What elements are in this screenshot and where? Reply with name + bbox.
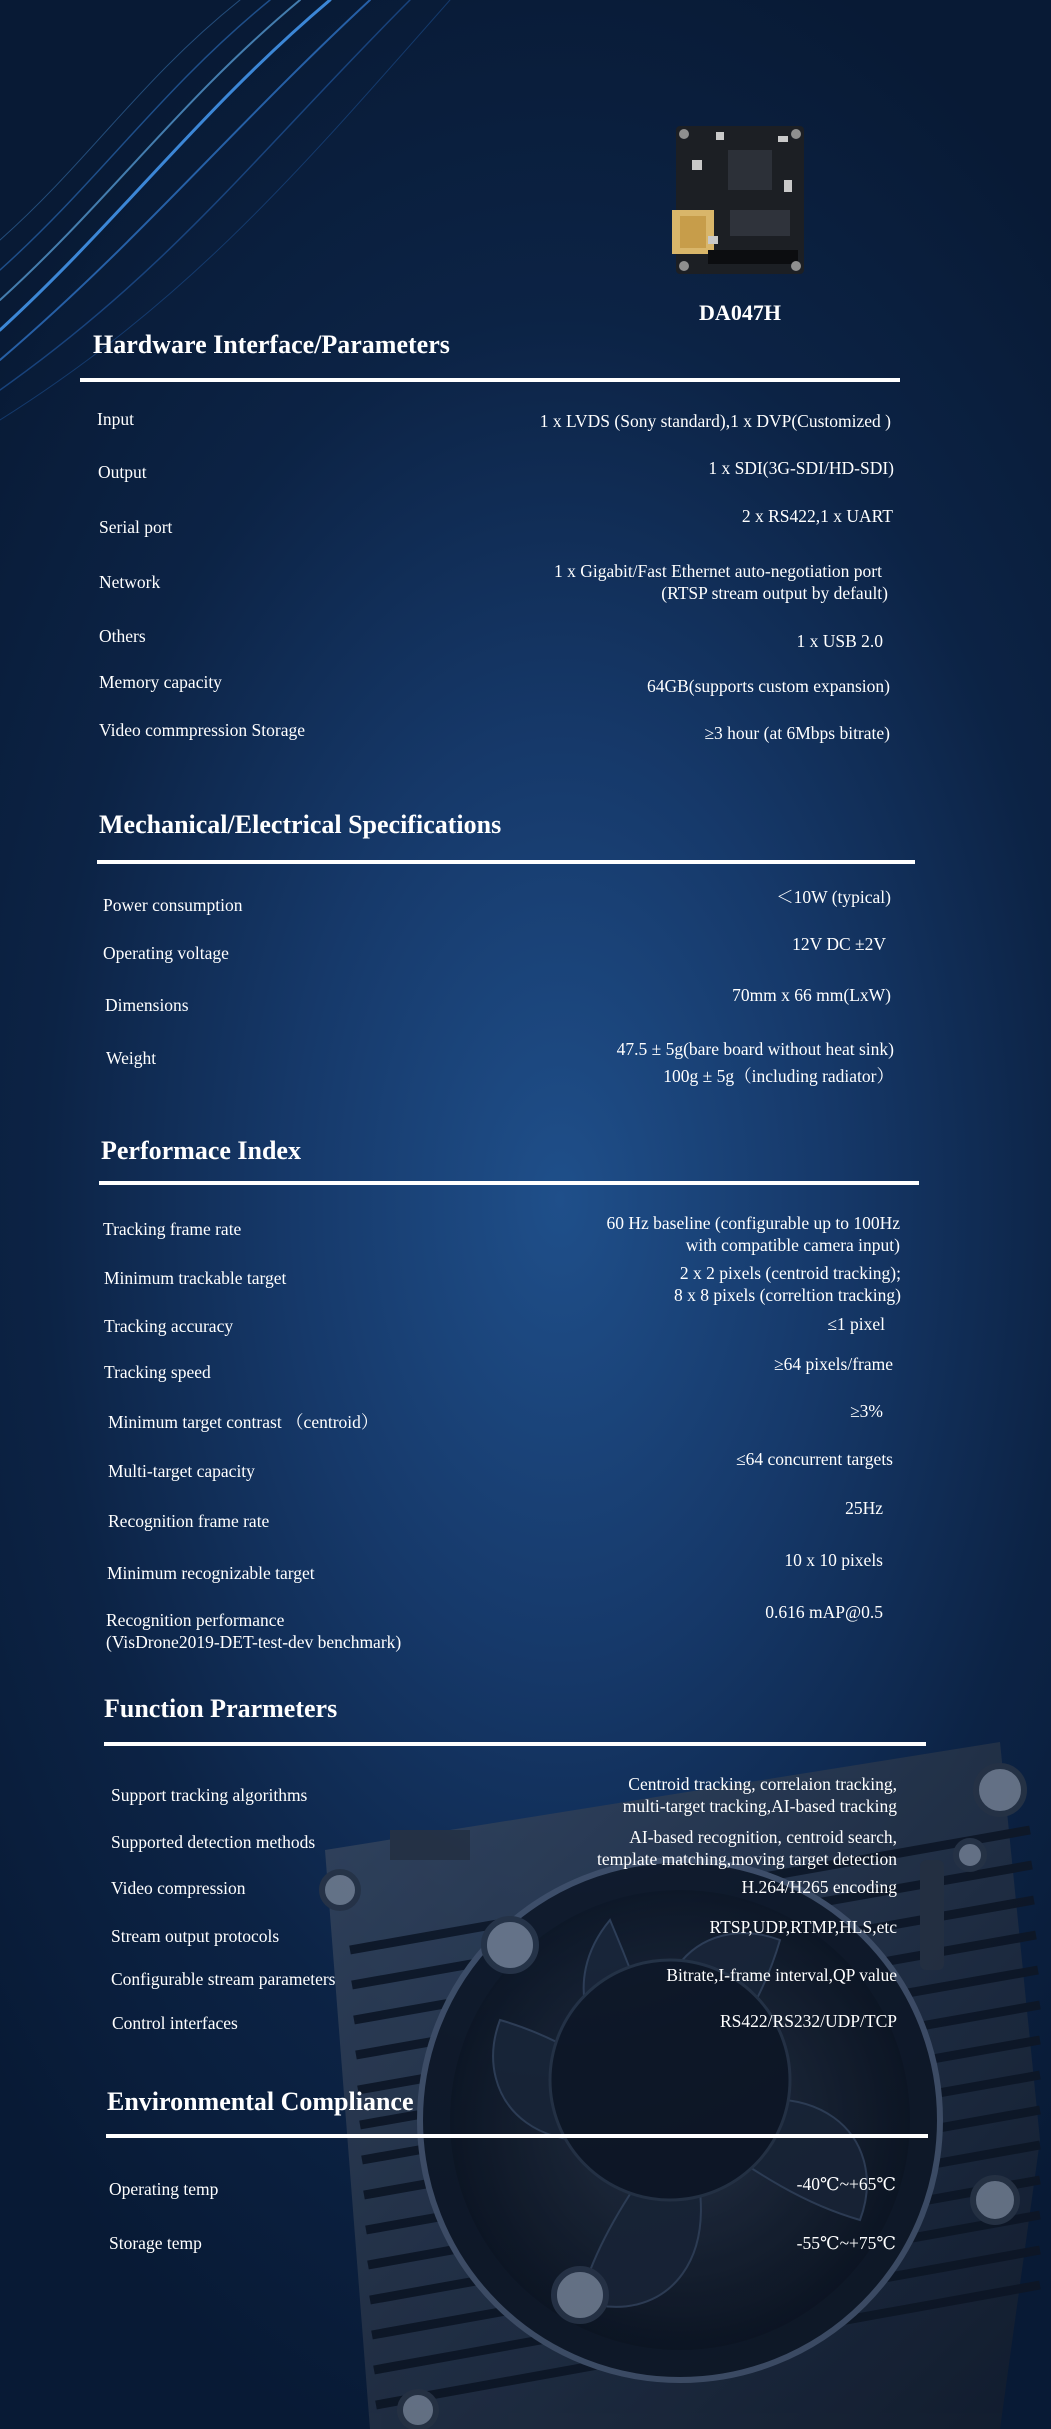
spec-value-line2: 8 x 8 pixels (correltion tracking) — [674, 1285, 901, 1305]
spec-label: Minimum target contrast （centroid） — [108, 1412, 379, 1432]
spec-label: Supported detection methods — [111, 1832, 316, 1852]
spec-value: 70mm x 66 mm(LxW) — [732, 985, 891, 1005]
spec-value-line2: with compatible camera input) — [685, 1235, 900, 1255]
spec-value: H.264/H265 encoding — [741, 1877, 897, 1897]
spec-label: Minimum trackable target — [104, 1268, 287, 1288]
section-divider-performance — [99, 1181, 919, 1185]
section-title-environment: Environmental Compliance — [107, 2087, 414, 2116]
spec-value: 0.616 mAP@0.5 — [765, 1602, 883, 1622]
spec-value: -40℃~+65℃ — [796, 2174, 896, 2194]
spec-value: ＜10W (typical) — [776, 887, 891, 907]
spec-label: Others — [99, 626, 146, 646]
spec-label: Network — [99, 572, 161, 592]
spec-label: Operating voltage — [103, 943, 229, 963]
spec-value: 64GB(supports custom expansion) — [646, 676, 890, 696]
spec-label: Weight — [106, 1048, 157, 1068]
spec-value: -55℃~+75℃ — [796, 2233, 896, 2253]
spec-label: Dimensions — [105, 995, 189, 1015]
spec-label: Minimum recognizable target — [107, 1563, 315, 1583]
spec-label: Storage temp — [109, 2233, 202, 2253]
spec-value: 47.5 ± 5g(bare board without heat sink) — [616, 1039, 894, 1059]
spec-value: 25Hz — [845, 1498, 883, 1518]
spec-value-line2: 100g ± 5g（including radiator） — [663, 1066, 894, 1086]
spec-value: ≤64 concurrent targets — [735, 1449, 893, 1469]
spec-label: Configurable stream parameters — [111, 1969, 336, 1989]
spec-value: AI-based recognition, centroid search, — [629, 1827, 897, 1847]
spec-value: Bitrate,I-frame interval,QP value — [666, 1965, 897, 1985]
spec-label: Tracking accuracy — [104, 1316, 234, 1336]
section-title-performance: Performace Index — [101, 1136, 301, 1165]
spec-label: Memory capacity — [99, 672, 222, 692]
spec-label: Video compression — [111, 1878, 246, 1898]
section-divider-function — [104, 1742, 926, 1746]
spec-label-line2: (VisDrone2019-DET-test-dev benchmark) — [106, 1632, 402, 1652]
section-title-mechanical: Mechanical/Electrical Specifications — [99, 810, 502, 839]
spec-value: 12V DC ±2V — [792, 934, 886, 954]
spec-value: 1 x SDI(3G-SDI/HD-SDI) — [708, 458, 894, 478]
spec-label: Control interfaces — [112, 2013, 238, 2033]
spec-value: Centroid tracking, correlaion tracking, — [628, 1774, 897, 1794]
spec-value: ≥3 hour (at 6Mbps bitrate) — [704, 723, 890, 743]
spec-label: Tracking frame rate — [103, 1219, 242, 1239]
spec-value-line2: multi-target tracking,AI-based tracking — [622, 1796, 897, 1816]
spec-value: RTSP,UDP,RTMP,HLS,etc — [709, 1917, 897, 1937]
spec-label: Tracking speed — [104, 1362, 211, 1382]
spec-value: ≥3% — [850, 1401, 883, 1421]
section-divider-environment — [106, 2134, 928, 2138]
spec-label: Operating temp — [109, 2179, 219, 2199]
spec-value-line2: (RTSP stream output by default) — [661, 583, 888, 603]
spec-value: 1 x LVDS (Sony standard),1 x DVP(Customized ) — [539, 411, 891, 431]
spec-label: Serial port — [99, 517, 173, 537]
section-title-hardware: Hardware Interface/Parameters — [93, 330, 450, 359]
spec-label: Input — [97, 409, 134, 429]
section-divider-hardware — [80, 378, 900, 382]
spec-label: Stream output protocols — [111, 1926, 280, 1946]
spec-value: 1 x Gigabit/Fast Ethernet auto-negotiation port — [553, 561, 882, 581]
spec-value: 10 x 10 pixels — [784, 1550, 883, 1570]
product-model-name: DA047H — [699, 300, 781, 325]
spec-label: Recognition frame rate — [108, 1511, 270, 1531]
spec-value: 60 Hz baseline (configurable up to 100Hz — [606, 1213, 900, 1233]
spec-value: ≥64 pixels/frame — [774, 1354, 893, 1374]
section-title-function: Function Prarmeters — [104, 1694, 338, 1723]
spec-value: 2 x 2 pixels (centroid tracking); — [679, 1263, 901, 1283]
spec-label: Support tracking algorithms — [111, 1785, 308, 1805]
spec-label: Video commpression Storage — [99, 720, 305, 740]
section-divider-mechanical — [97, 860, 915, 864]
spec-value: 1 x USB 2.0 — [796, 631, 883, 651]
spec-value: ≤1 pixel — [827, 1314, 885, 1334]
spec-label: Recognition performance — [106, 1610, 285, 1630]
product-board-image — [668, 120, 814, 280]
spec-label: Multi-target capacity — [108, 1461, 255, 1481]
spec-value-line2: template matching,moving target detection — [596, 1849, 897, 1869]
spec-label: Power consumption — [103, 895, 243, 915]
spec-value: 2 x RS422,1 x UART — [741, 506, 893, 526]
spec-value: RS422/RS232/UDP/TCP — [720, 2011, 897, 2031]
spec-label: Output — [98, 462, 147, 482]
